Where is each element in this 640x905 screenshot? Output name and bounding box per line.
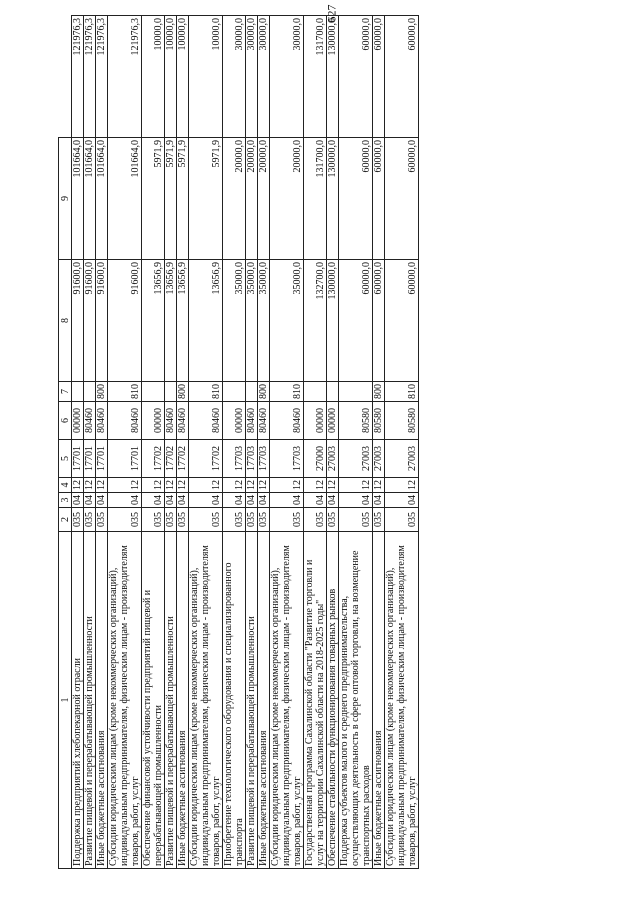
col-ministry: 035: [327, 508, 339, 532]
col-section: 04: [84, 493, 96, 508]
col-amount-3: 30000,0: [246, 16, 258, 138]
col-ministry: 035: [96, 508, 108, 532]
col-program-code: 17702: [189, 440, 223, 478]
table-row: [339, 16, 373, 869]
table-row: [84, 16, 96, 869]
col-amount-3: 60000,0: [373, 16, 385, 138]
col-amount-2: 130000,0: [327, 138, 339, 260]
row-label: Иные бюджетные ассигнования: [177, 532, 189, 869]
col-section: 04: [72, 493, 84, 508]
table-row: [72, 16, 84, 869]
col-subsection: 12: [142, 478, 165, 493]
col-amount-2: 20000,0: [270, 138, 304, 260]
col-subsection: 12: [304, 478, 327, 493]
col-subsection: 12: [246, 478, 258, 493]
col-amount-3: 131700,0: [304, 16, 327, 138]
col-amount-2: 20000,0: [223, 138, 246, 260]
table-row: [96, 16, 108, 869]
rotated-page: [58, 16, 636, 869]
col-amount-2: 131700,0: [304, 138, 327, 260]
col-direction-code: 80460: [270, 402, 304, 440]
col-section: 04: [258, 493, 270, 508]
col-subsection: 12: [108, 478, 142, 493]
col-direction-code: 80460: [246, 402, 258, 440]
col-amount-2: 5971,9: [177, 138, 189, 260]
col-subsection: 12: [189, 478, 223, 493]
col-subsection: 12: [327, 478, 339, 493]
col-amount-2: 20000,0: [246, 138, 258, 260]
col-amount-1: 13656,9: [177, 260, 189, 382]
col-expense-type: [304, 382, 327, 402]
col-subsection: 12: [72, 478, 84, 493]
col-amount-2: 60000,0: [385, 138, 419, 260]
col-subsection: 12: [270, 478, 304, 493]
col-ministry: 035: [108, 508, 142, 532]
col-program-code: 27003: [373, 440, 385, 478]
col-direction-code: 00000: [142, 402, 165, 440]
col-amount-1: 13656,9: [142, 260, 165, 382]
col-expense-type: 800: [258, 382, 270, 402]
row-label: Государственная программа Сахалинской области "Развитие торговли и услуг на территории Сахалинской области на 2018-2025 годы": [304, 532, 327, 869]
col-expense-type: 810: [385, 382, 419, 402]
col-expense-type: [142, 382, 165, 402]
col-amount-1: 13656,9: [189, 260, 223, 382]
col-amount-1: 91600,0: [96, 260, 108, 382]
col-ministry: 035: [258, 508, 270, 532]
col-ministry: 035: [84, 508, 96, 532]
column-header: 2: [59, 508, 72, 532]
col-program-code: 17703: [223, 440, 246, 478]
budget-table: [58, 15, 419, 869]
col-direction-code: 80580: [385, 402, 419, 440]
row-label: Развитие пищевой и перерабатывающей промышленности: [246, 532, 258, 869]
col-section: 04: [177, 493, 189, 508]
col-amount-3: 121976,3: [96, 16, 108, 138]
table-row: [142, 16, 165, 869]
row-label: Приобретение технологического оборудования и специализированного транспорта: [223, 532, 246, 869]
col-direction-code: 80460: [177, 402, 189, 440]
col-section: 04: [373, 493, 385, 508]
column-header: 5: [59, 440, 72, 478]
col-ministry: 035: [270, 508, 304, 532]
col-direction-code: 80580: [339, 402, 373, 440]
col-direction-code: 80460: [189, 402, 223, 440]
col-direction-code: 00000: [304, 402, 327, 440]
col-section: 04: [246, 493, 258, 508]
col-direction-code: 80460: [84, 402, 96, 440]
row-label: Субсидии юридическим лицам (кроме некоммерческих организаций), индивидуальным предпринимателям, физическим лицам - производителям товаров, работ, услуг: [108, 532, 142, 869]
row-label: Развитие пищевой и перерабатывающей промышленности: [84, 532, 96, 869]
col-ministry: 035: [177, 508, 189, 532]
col-program-code: 17703: [258, 440, 270, 478]
row-label: Субсидии юридическим лицам (кроме некоммерческих организаций), индивидуальным предпринимателям, физическим лицам - производителям товаров, работ, услуг: [385, 532, 419, 869]
col-expense-type: 800: [177, 382, 189, 402]
row-label: Иные бюджетные ассигнования: [373, 532, 385, 869]
col-direction-code: 80460: [108, 402, 142, 440]
col-ministry: 035: [339, 508, 373, 532]
col-section: 04: [304, 493, 327, 508]
col-ministry: 035: [165, 508, 177, 532]
col-amount-3: 121976,3: [72, 16, 84, 138]
col-amount-2: 101664,0: [108, 138, 142, 260]
col-direction-code: 80460: [165, 402, 177, 440]
col-expense-type: [339, 382, 373, 402]
col-amount-3: 60000,0: [385, 16, 419, 138]
col-direction-code: 00000: [223, 402, 246, 440]
col-amount-1: 35000,0: [258, 260, 270, 382]
column-header: 6: [59, 402, 72, 440]
col-expense-type: 810: [270, 382, 304, 402]
col-direction-code: 80460: [258, 402, 270, 440]
col-amount-3: 10000,0: [142, 16, 165, 138]
col-amount-3: 10000,0: [165, 16, 177, 138]
table-row: [385, 16, 419, 869]
col-amount-1: 132700,0: [304, 260, 327, 382]
column-header: 8: [59, 260, 72, 382]
table-row: [258, 16, 270, 869]
col-direction-code: 80460: [96, 402, 108, 440]
col-section: 04: [385, 493, 419, 508]
col-section: 04: [270, 493, 304, 508]
row-label: Поддержка субъектов малого и среднего предпринимательства, осуществляющих деятельность в сфере оптовой торговли, на возмещение транспортных расходов: [339, 532, 373, 869]
col-amount-1: 60000,0: [385, 260, 419, 382]
col-program-code: 17702: [177, 440, 189, 478]
col-direction-code: 00000: [327, 402, 339, 440]
col-ministry: 035: [72, 508, 84, 532]
table-row: [189, 16, 223, 869]
table-row: [177, 16, 189, 869]
col-expense-type: [246, 382, 258, 402]
col-program-code: 17701: [84, 440, 96, 478]
col-amount-1: 91600,0: [108, 260, 142, 382]
table-row: [270, 16, 304, 869]
column-header: 1: [59, 532, 72, 869]
col-amount-2: 5971,9: [142, 138, 165, 260]
col-ministry: 035: [373, 508, 385, 532]
column-header: 4: [59, 478, 72, 493]
col-ministry: 035: [223, 508, 246, 532]
col-expense-type: 810: [189, 382, 223, 402]
col-section: 04: [189, 493, 223, 508]
col-program-code: 17702: [165, 440, 177, 478]
col-expense-type: [84, 382, 96, 402]
col-section: 04: [108, 493, 142, 508]
table-row: [165, 16, 177, 869]
col-program-code: 27003: [385, 440, 419, 478]
col-program-code: 17701: [108, 440, 142, 478]
table-row: [304, 16, 327, 869]
col-expense-type: [72, 382, 84, 402]
row-label: Обеспечение стабильности функционирования товарных рынков: [327, 532, 339, 869]
row-label: Иные бюджетные ассигнования: [258, 532, 270, 869]
col-amount-1: 13656,9: [165, 260, 177, 382]
col-amount-3: 121976,3: [108, 16, 142, 138]
col-program-code: 17703: [270, 440, 304, 478]
col-direction-code: 80580: [373, 402, 385, 440]
table-row: [246, 16, 258, 869]
col-ministry: 035: [246, 508, 258, 532]
col-program-code: 27003: [339, 440, 373, 478]
col-amount-3: 30000,0: [258, 16, 270, 138]
col-amount-1: 35000,0: [270, 260, 304, 382]
header-row: [59, 16, 72, 869]
column-header: 3: [59, 493, 72, 508]
row-label: Субсидии юридическим лицам (кроме некоммерческих организаций), индивидуальным предпринимателям, физическим лицам - производителям товаров, работ, услуг: [189, 532, 223, 869]
col-expense-type: [165, 382, 177, 402]
col-amount-3: 10000,0: [189, 16, 223, 138]
col-expense-type: 800: [373, 382, 385, 402]
col-section: 04: [223, 493, 246, 508]
table-row: [108, 16, 142, 869]
col-amount-1: 91600,0: [72, 260, 84, 382]
col-subsection: 12: [96, 478, 108, 493]
col-amount-1: 35000,0: [246, 260, 258, 382]
col-subsection: 12: [373, 478, 385, 493]
col-subsection: 12: [223, 478, 246, 493]
col-amount-1: 60000,0: [339, 260, 373, 382]
row-label: Иные бюджетные ассигнования: [96, 532, 108, 869]
col-ministry: 035: [304, 508, 327, 532]
col-expense-type: [223, 382, 246, 402]
column-header: 7: [59, 382, 72, 402]
col-ministry: 035: [385, 508, 419, 532]
col-amount-3: 10000,0: [177, 16, 189, 138]
row-label: Развитие пищевой и перерабатывающей промышленности: [165, 532, 177, 869]
col-program-code: 27000: [304, 440, 327, 478]
col-program-code: 17703: [246, 440, 258, 478]
col-amount-2: 101664,0: [72, 138, 84, 260]
col-amount-1: 91600,0: [84, 260, 96, 382]
col-amount-2: 20000,0: [258, 138, 270, 260]
col-amount-2: 101664,0: [84, 138, 96, 260]
col-program-code: 27003: [327, 440, 339, 478]
col-expense-type: 810: [108, 382, 142, 402]
col-direction-code: 00000: [72, 402, 84, 440]
col-amount-2: 60000,0: [373, 138, 385, 260]
col-subsection: 12: [339, 478, 373, 493]
col-amount-3: 30000,0: [270, 16, 304, 138]
table-body: [72, 16, 419, 869]
col-amount-2: 5971,9: [189, 138, 223, 260]
table-row: [373, 16, 385, 869]
col-amount-1: 60000,0: [373, 260, 385, 382]
col-subsection: 12: [385, 478, 419, 493]
col-subsection: 12: [177, 478, 189, 493]
col-section: 04: [327, 493, 339, 508]
col-program-code: 17701: [72, 440, 84, 478]
col-amount-3: 30000,0: [223, 16, 246, 138]
col-section: 04: [96, 493, 108, 508]
col-amount-3: 121976,3: [84, 16, 96, 138]
row-label: Поддержка предприятий хлебопекарной отрасли: [72, 532, 84, 869]
col-amount-2: 60000,0: [339, 138, 373, 260]
col-amount-2: 5971,9: [165, 138, 177, 260]
page-number: 627: [324, 4, 339, 23]
col-ministry: 035: [189, 508, 223, 532]
col-amount-3: 60000,0: [339, 16, 373, 138]
col-program-code: 17701: [96, 440, 108, 478]
row-label: Обеспечение финансовой устойчивости предприятий пищевой и перерабатывающей промышленности: [142, 532, 165, 869]
col-amount-3: 130000,0: [327, 16, 339, 138]
col-expense-type: 800: [96, 382, 108, 402]
table-row: [223, 16, 246, 869]
col-section: 04: [142, 493, 165, 508]
table-row: [327, 16, 339, 869]
col-section: 04: [339, 493, 373, 508]
col-subsection: 12: [165, 478, 177, 493]
col-amount-1: 35000,0: [223, 260, 246, 382]
column-header: 9: [59, 138, 72, 260]
col-amount-1: 130000,0: [327, 260, 339, 382]
col-ministry: 035: [142, 508, 165, 532]
row-label: Субсидии юридическим лицам (кроме некоммерческих организаций), индивидуальным предпринимателям, физическим лицам - производителям товаров, работ, услуг: [270, 532, 304, 869]
col-section: 04: [165, 493, 177, 508]
col-program-code: 17702: [142, 440, 165, 478]
col-subsection: 12: [84, 478, 96, 493]
col-subsection: 12: [258, 478, 270, 493]
col-amount-2: 101664,0: [96, 138, 108, 260]
col-expense-type: [327, 382, 339, 402]
